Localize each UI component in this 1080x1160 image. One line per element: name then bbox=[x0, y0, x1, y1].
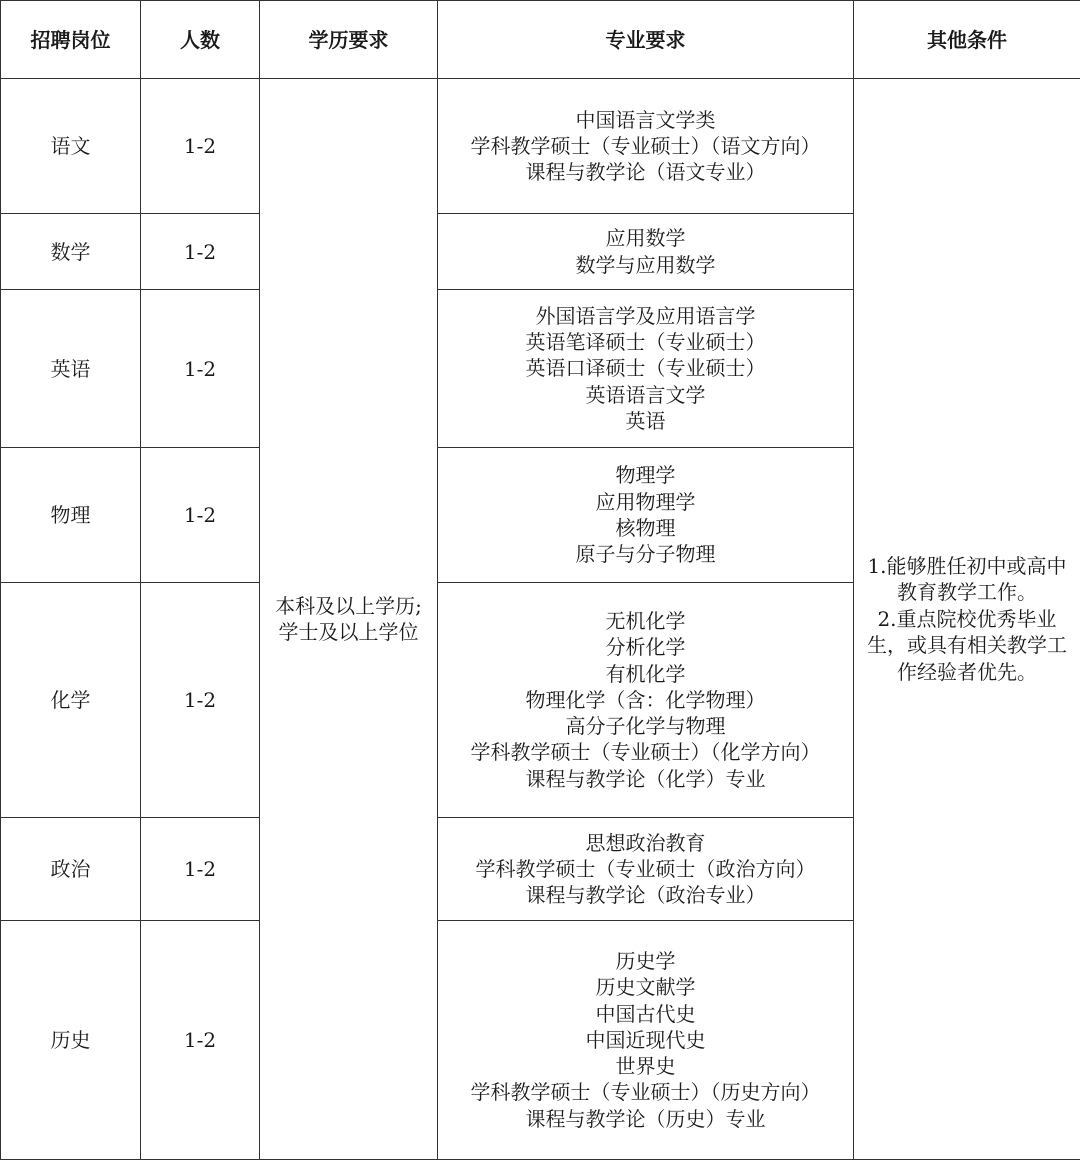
major-item: 物理学 bbox=[438, 462, 853, 488]
major-item: 历史学 bbox=[438, 948, 853, 974]
major-item: 学科教学硕士（专业硕士）（语文方向） bbox=[438, 133, 853, 159]
header-major: 专业要求 bbox=[438, 1, 854, 79]
major-item: 中国语言文学类 bbox=[438, 107, 853, 133]
major-item: 无机化学 bbox=[438, 608, 853, 634]
major-item: 课程与教学论（历史）专业 bbox=[438, 1106, 853, 1132]
major-item: 应用数学 bbox=[438, 225, 853, 251]
condition-line: 生，或具有相关教学工 bbox=[860, 632, 1074, 659]
count-cell: 1-2 bbox=[141, 818, 260, 921]
position-cell: 化学 bbox=[1, 583, 141, 818]
header-other: 其他条件 bbox=[854, 1, 1080, 79]
condition-line: 作经验者优先。 bbox=[860, 659, 1074, 686]
table-row bbox=[1, 79, 1080, 214]
major-item: 学科教学硕士（专业硕士（政治方向） bbox=[438, 856, 853, 882]
major-item: 外国语言学及应用语言学 bbox=[438, 303, 853, 329]
major-item: 课程与教学论（语文专业） bbox=[438, 159, 853, 185]
position-cell: 语文 bbox=[1, 79, 141, 214]
major-item: 英语语言文学 bbox=[438, 382, 853, 408]
major-item: 分析化学 bbox=[438, 634, 853, 660]
major-item: 英语口译硕士（专业硕士） bbox=[438, 355, 853, 381]
major-cell bbox=[438, 818, 854, 921]
major-cell bbox=[438, 448, 854, 583]
condition-line: 教育教学工作。 bbox=[860, 579, 1074, 606]
major-item: 世界史 bbox=[438, 1053, 853, 1079]
position-cell: 数学 bbox=[1, 214, 141, 290]
position-cell: 英语 bbox=[1, 290, 141, 448]
major-item: 核物理 bbox=[438, 515, 853, 541]
condition-line: 2.重点院校优秀毕业 bbox=[860, 606, 1074, 633]
major-item: 英语笔译硕士（专业硕士） bbox=[438, 329, 853, 355]
major-cell bbox=[438, 214, 854, 290]
major-item: 思想政治教育 bbox=[438, 830, 853, 856]
header-count: 人数 bbox=[141, 1, 260, 79]
major-item: 历史文献学 bbox=[438, 974, 853, 1000]
major-item: 课程与教学论（化学）专业 bbox=[438, 766, 853, 792]
major-cell bbox=[438, 290, 854, 448]
major-item: 中国近现代史 bbox=[438, 1027, 853, 1053]
major-item: 物理化学（含：化学物理） bbox=[438, 687, 853, 713]
major-item: 课程与教学论（政治专业） bbox=[438, 882, 853, 908]
count-cell: 1-2 bbox=[141, 583, 260, 818]
major-item: 应用物理学 bbox=[438, 489, 853, 515]
major-cell bbox=[438, 583, 854, 818]
major-item: 原子与分子物理 bbox=[438, 541, 853, 567]
position-cell: 历史 bbox=[1, 921, 141, 1160]
major-cell bbox=[438, 79, 854, 214]
major-item: 高分子化学与物理 bbox=[438, 713, 853, 739]
header-position: 招聘岗位 bbox=[1, 1, 141, 79]
position-cell: 物理 bbox=[1, 448, 141, 583]
count-cell: 1-2 bbox=[141, 290, 260, 448]
major-item: 学科教学硕士（专业硕士）（化学方向） bbox=[438, 739, 853, 765]
condition-line: 1.能够胜任初中或高中 bbox=[860, 553, 1074, 580]
count-cell: 1-2 bbox=[141, 921, 260, 1160]
major-cell bbox=[438, 921, 854, 1160]
major-item: 数学与应用数学 bbox=[438, 252, 853, 278]
count-cell: 1-2 bbox=[141, 79, 260, 214]
major-item: 中国古代史 bbox=[438, 1001, 853, 1027]
education-line: 本科及以上学历; bbox=[260, 593, 437, 619]
header-row bbox=[1, 1, 1080, 79]
major-item: 有机化学 bbox=[438, 661, 853, 687]
major-item: 学科教学硕士（专业硕士）（历史方向） bbox=[438, 1079, 853, 1105]
count-cell: 1-2 bbox=[141, 448, 260, 583]
header-education: 学历要求 bbox=[260, 1, 438, 79]
major-item: 英语 bbox=[438, 408, 853, 434]
position-cell: 政治 bbox=[1, 818, 141, 921]
education-cell bbox=[260, 79, 438, 1160]
education-line: 学士及以上学位 bbox=[260, 619, 437, 645]
count-cell: 1-2 bbox=[141, 214, 260, 290]
other-conditions-cell bbox=[854, 79, 1080, 1160]
